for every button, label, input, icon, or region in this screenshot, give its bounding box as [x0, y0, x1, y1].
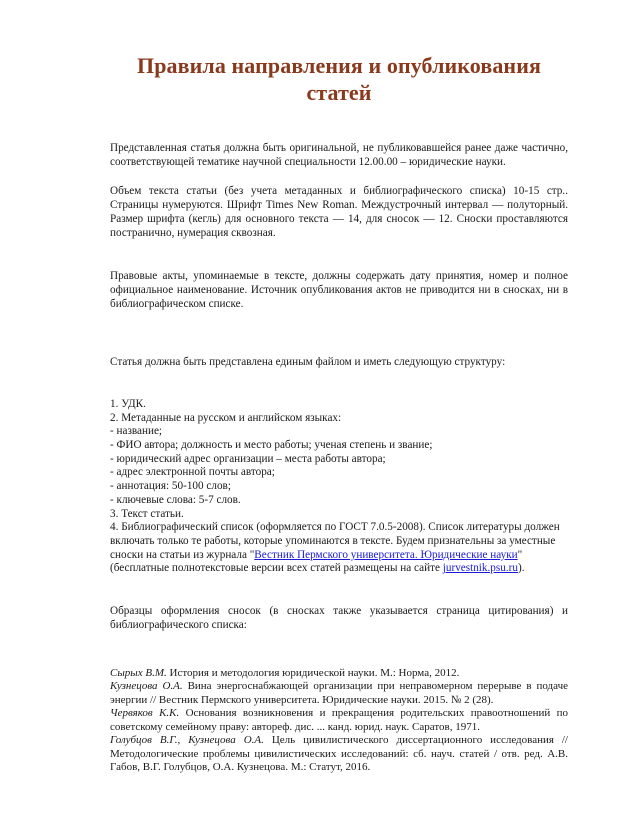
paragraph-samples-intro: Образцы оформления сносок (в сносках также указывается страница цитирования) и библиографического списка: [110, 605, 568, 632]
document-page [110, 52, 568, 775]
list-item: - адрес электронной почты автора; [110, 466, 275, 479]
list-item: 2. Метаданные на русском и английском языках: [110, 411, 342, 424]
reference-author: Кузнецова О.А. [110, 680, 183, 693]
list-item: - название; [110, 425, 163, 438]
list-item-bibliography [110, 521, 568, 576]
reference-text: Вина энергоснабжающей организации при неправомерном перерыве в подаче энергии // Вестник Пермского университета. Юридические науки. 2015. № 2 (28). [110, 680, 569, 706]
reference-list [110, 667, 568, 775]
reference-author: Червяков К.К. [110, 707, 180, 720]
reference-author: Сырых В.М. [110, 666, 167, 679]
reference-item [110, 667, 568, 681]
structure-list [110, 398, 568, 576]
paragraph-structure-intro: Статья должна быть представлена единым файлом и иметь следующую структуру: [110, 355, 506, 368]
reference-item [110, 680, 568, 707]
list-item: 1. УДК. [110, 397, 146, 410]
paragraph-legal-acts: Правовые акты, упоминаемые в тексте, должны содержать дату принятия, номер и полное официальное наименование. Источник опубликования актов не приводится ни в сносках, ни в библиографическом списке. [110, 269, 568, 311]
reference-item [110, 707, 568, 734]
bibliography-text: ). [517, 562, 525, 575]
reference-author: Голубцов В.Г., Кузнецова О.А. [110, 734, 264, 747]
reference-text: История и методология юридической науки. М.: Норма, 2012. [166, 666, 460, 679]
list-item: - ключевые слова: 5-7 слов. [110, 493, 241, 506]
list-item: - аннотация: 50-100 слов; [110, 480, 231, 493]
list-item: 3. Текст статьи. [110, 507, 184, 520]
bibliography-text: 4. Библиографический список (оформляется по ГОСТ 7.0.5-2008). Список литературы должен включать только те работы, которые упоминаются в тексте. Будем признательны за уместные сноски на статьи из журнала " [110, 521, 560, 561]
page-title: Правила направления и опубликования статей [136, 53, 541, 105]
paragraph-originality: Представленная статья должна быть оригинальной, не публиковавшейся ранее даже частично, соответствующей тематике научной специальности 12.00.00 – юридические науки. [110, 142, 568, 169]
paragraph-volume: Объем текста статьи (без учета метаданных и библиографического списка) 10-15 стр.. Страницы нумеруются. Шрифт Times New Roman. Междустрочный интервал — полуторный. Размер шрифта (кегль) для основного текста — 14, для сносок — 12. Сноски проставляются постранично, нумерация сквозная. [110, 184, 568, 240]
list-item: - ФИО автора; должность и место работы; ученая степень и звание; [110, 439, 433, 452]
reference-text: Цель цивилистического диссертационного исследования // Методологические проблемы цивилистических исследований: сб. науч. статей / отв. ред. А.В. Габов, В.Г. Голубцов, О.А. Кузнецова. М.: Статут, 2016. [110, 734, 568, 774]
site-link[interactable]: jurvestnik.psu.ru [442, 562, 518, 575]
list-item: - юридический адрес организации – места работы автора; [110, 452, 386, 465]
reference-item [110, 734, 568, 775]
journal-link[interactable]: Вестник Пермского университета. Юридические науки [254, 548, 518, 561]
bibliography-text: " (бесплатные полнотекстовые версии всех статей размещены на сайте [110, 548, 523, 575]
reference-text: Основания возникновения и прекращения родительских правоотношений по советскому семейному праву: автореф. дис. ... канд. юрид. наук. Саратов, 1971. [110, 707, 568, 733]
